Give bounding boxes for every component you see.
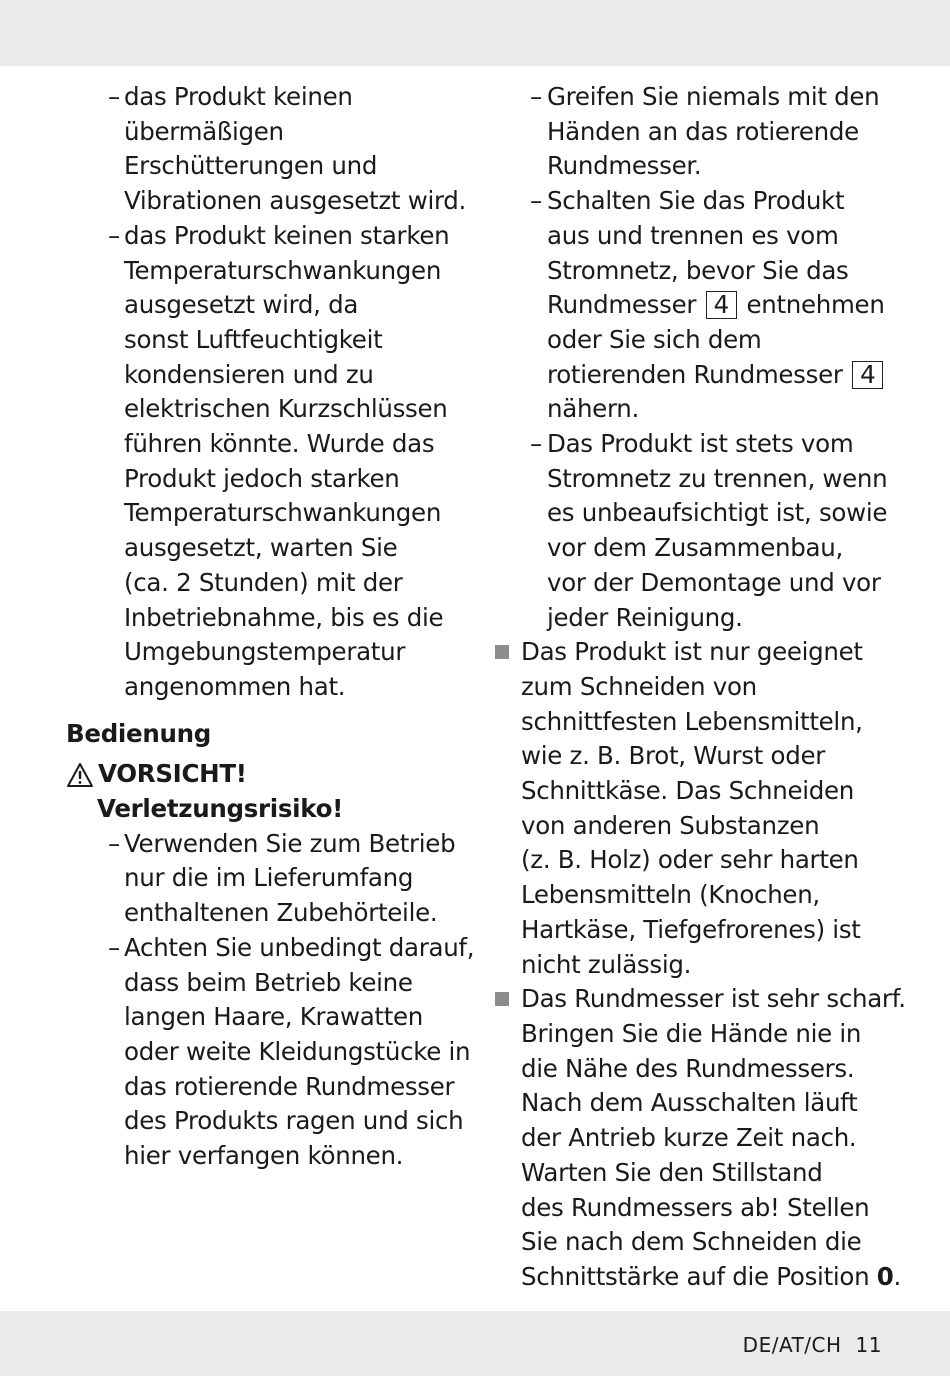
left-column	[66, 80, 475, 1174]
page-footer	[743, 1333, 882, 1357]
warning-subtitle: Verletzungsrisiko!	[97, 794, 344, 824]
warning-title: VORSICHT!	[66, 757, 466, 792]
list-item: – Greifen Sie niemals mit den Händen an das rotierende Rundmesser.	[530, 82, 880, 181]
dash-marker: –	[108, 220, 120, 250]
square-bullet-icon	[495, 992, 509, 1006]
dash-marker: –	[530, 82, 542, 111]
dash-marker: –	[108, 82, 120, 111]
dash-marker: –	[530, 186, 542, 216]
section-heading: Bedienung	[66, 718, 212, 748]
list-item: – Achten Sie unbedingt darauf, dass beim Betrieb keine langen Haare, Krawatten oder weite Kleidungstücke in das rotierende Rundmesser des Produkts ragen und sich hier verfangen können.	[108, 932, 475, 1171]
warning-triangle-icon	[66, 762, 94, 788]
right-column	[492, 80, 906, 1295]
list-item: – Verwenden Sie zum Betrieb nur die im Lieferumfang enthaltenen Zubehörteile.	[108, 828, 456, 928]
list-item: – das Produkt keinen starken Temperaturschwankungen ausgesetzt wird, da sonst Luftfeuchtigkeit kondensieren und zu elektrischen Kurzschlüssen führen könnte. Wurde das Produkt jedoch starken Temperaturschwankungen ausgesetzt, warten Sie (ca. 2 Stunden) mit der Inbetriebnahme, bis es die Umgebungstemperatur angenommen hat.	[108, 220, 450, 701]
part-reference-box: 4	[706, 291, 737, 319]
dash-marker: –	[530, 429, 542, 459]
dash-marker: –	[108, 932, 120, 962]
dash-marker: –	[108, 828, 120, 858]
header-band	[0, 0, 950, 66]
list-item: – das Produkt keinen übermäßigen Erschütterungen und Vibrationen ausgesetzt wird.	[108, 82, 467, 216]
list-item: – Das Produkt ist stets vom Stromnetz zu trennen, wenn es unbeaufsichtigt ist, sowie vor dem Zusammenbau, vor der Demontage und vor jeder Reinigung.	[530, 429, 888, 632]
part-reference-box: 4	[852, 361, 883, 389]
page-number: 11	[855, 1333, 882, 1357]
list-item: – Schalten Sie das Produkt aus und trennen es vom Stromnetz, bevor Sie das Rundmesser 4 entnehmen oder Sie sich dem rotierenden Rundmesser 4 nähern.	[530, 186, 885, 424]
bullet-item: Das Produkt ist nur geeignet zum Schneiden von schnittfesten Lebensmitteln, wie z. B. Brot, Wurst oder Schnittkäse. Das Schneiden von anderen Substanzen (z. B. Holz) oder sehr harten Lebensmitteln (Knochen, Hartkäse, Tiefgefrorenes) ist nicht zulässig.	[492, 635, 892, 982]
bullet-item: Das Rundmesser ist sehr scharf. Bringen Sie die Hände nie in die Nähe des Rundmessers. Nach dem Ausschalten läuft der Antrieb kurze Zeit nach. Warten Sie den Stillstand des Rundmessers ab! Stellen Sie nach dem Schneiden die Schnittstärke auf die Position 0.	[492, 982, 892, 1294]
square-bullet-icon	[495, 645, 509, 659]
footer-region: DE/AT/CH	[742, 1333, 842, 1357]
